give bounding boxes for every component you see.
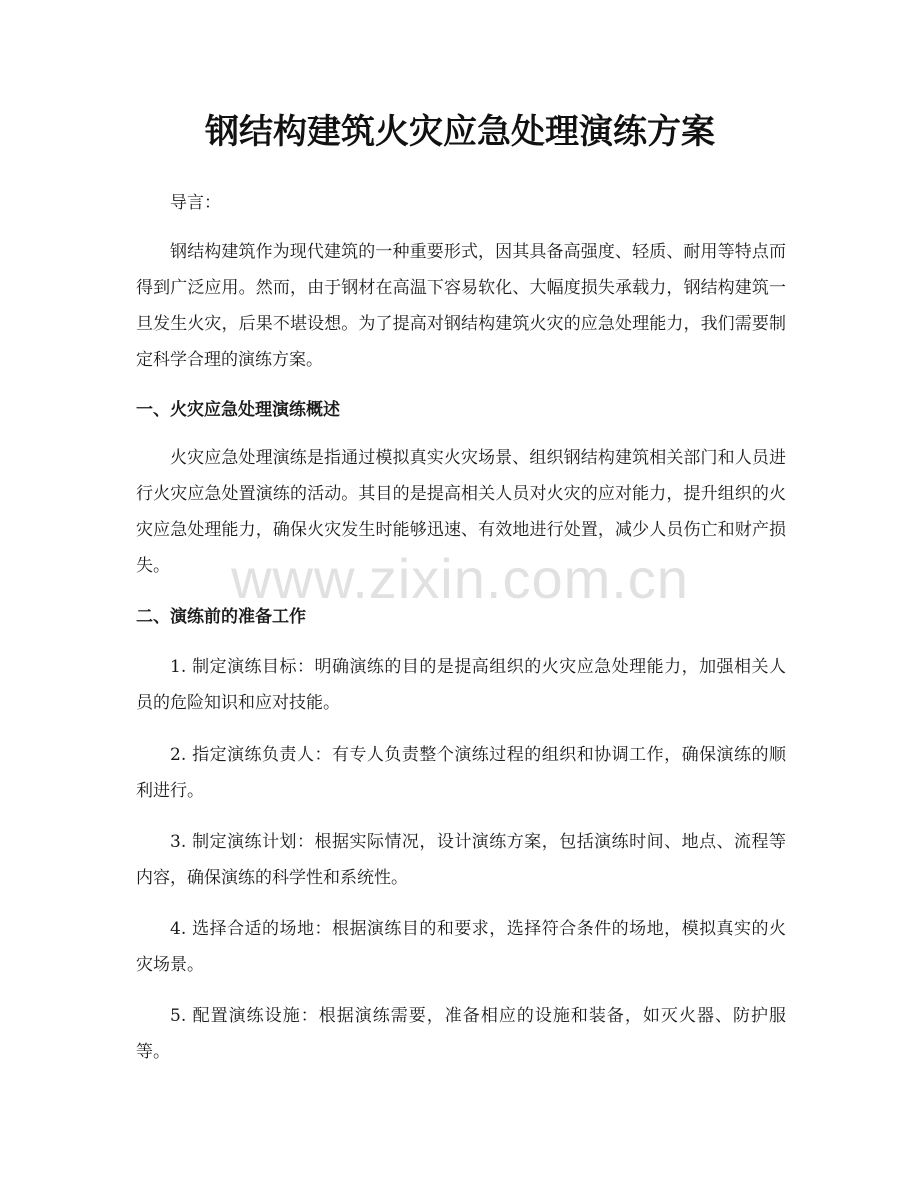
- overview-paragraph: 火灾应急处理演练是指通过模拟真实火灾场景、组织钢结构建筑相关部门和人员进行火灾应急处置演练的活动。其目的是提高相关人员对火灾的应对能力，提升组织的火灾应急处理能力，确保火灾发生时能够迅速、有效地进行处置，减少人员伤亡和财产损失。: [136, 448, 786, 576]
- section-heading-overview: 一、火灾应急处理演练概述: [136, 400, 340, 420]
- intro-label: 导言：: [170, 193, 221, 213]
- list-item: 1. 制定演练目标：明确演练的目的是提高组织的火灾应急处理能力，加强相关人员的危险知识和应对技能。: [136, 657, 786, 713]
- section-heading-preparation: 二、演练前的准备工作: [136, 607, 306, 627]
- list-item: 5. 配置演练设施：根据演练需要，准备相应的设施和装备，如灭火器、防护服等。: [136, 1006, 786, 1062]
- watermark: www.zixin.com.cn: [231, 547, 689, 610]
- list-item: 2. 指定演练负责人：有专人负责整个演练过程的组织和协调工作，确保演练的顺利进行。: [136, 745, 786, 801]
- list-item: 3. 制定演练计划：根据实际情况，设计演练方案，包括演练时间、地点、流程等内容，确保演练的科学性和系统性。: [136, 832, 786, 888]
- document-title: 钢结构建筑火灾应急处理演练方案: [205, 112, 715, 152]
- intro-paragraph: 钢结构建筑作为现代建筑的一种重要形式，因其具备高强度、轻质、耐用等特点而得到广泛应用。然而，由于钢材在高温下容易软化、大幅度损失承载力，钢结构建筑一旦发生火灾，后果不堪设想。为了提高对钢结构建筑火灾的应急处理能力，我们需要制定科学合理的演练方案。: [136, 242, 786, 370]
- list-item: 4. 选择合适的场地：根据演练目的和要求，选择符合条件的场地，模拟真实的火灾场景。: [136, 919, 786, 975]
